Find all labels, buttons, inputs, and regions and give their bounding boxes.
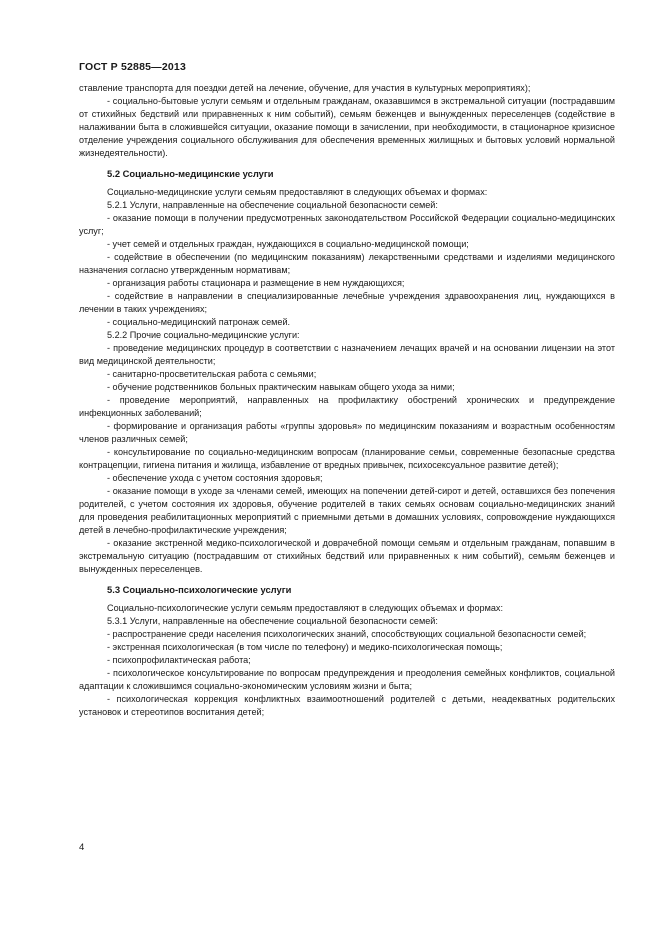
section-heading: 5.2 Социально-медицинские услуги [107, 168, 274, 179]
paragraph: - экстренная психологическая (в том числе по телефону) и медико-психологическая помощь; [107, 642, 503, 652]
paragraph: - психологическая коррекция конфликтных взаимоотношений родителей с детьми, неадекватных родительских установок и стереотипов воспитания детей; [79, 694, 615, 717]
paragraph: - учет семей и отдельных граждан, нуждающихся в социально-медицинской помощи; [107, 239, 469, 249]
paragraph: - санитарно-просветительская работа с семьями; [107, 369, 317, 379]
paragraph: ставление транспорта для поездки детей на лечение, обучение, для участия в культурных мероприятиях); [79, 83, 531, 93]
paragraph: 5.2.2 Прочие социально-медицинские услуги: [107, 330, 300, 340]
section-heading: 5.3 Социально-психологические услуги [107, 584, 292, 595]
paragraph: - психопрофилактическая работа; [107, 655, 251, 665]
paragraph: - оказание помощи в уходе за членами семей, имеющих на попечении детей-сирот и детей, оставшихся без попечения родителей, с учетом состояния их здоровья, обучение родителей в таких семьях основам социально-медицинских знаний для проведения реабилитационных мероприятий с приемными детьми в домашних условиях, сопровождение нуждающихся детей в лечебно-профилактические учреждения; [79, 486, 615, 535]
paragraph: 5.2.1 Услуги, направленные на обеспечение социальной безопасности семей: [107, 200, 438, 210]
document-header: ГОСТ Р 52885—2013 [79, 61, 187, 73]
paragraph: - содействие в обеспечении (по медицинским показаниям) лекарственными средствами и изделиями медицинского назначения согласно утвержденным нормативам; [79, 252, 615, 275]
paragraph: - проведение мероприятий, направленных на профилактику обострений хронических и предупреждение инфекционных заболеваний; [79, 395, 615, 418]
paragraph: 5.3.1 Услуги, направленные на обеспечение социальной безопасности семей: [107, 616, 438, 626]
paragraph: - социально-бытовые услуги семьям и отдельным гражданам, оказавшимся в экстремальной ситуации (пострадавшим от стихийных бедствий или приравненных к ним событий), семьям беженцев и вынужденных переселенцев (содействие в налаживании быта в сложившейся ситуации, оказание помощи в зачислении, при необходимости, в стационарное кризисное отделение учреждения социального обслуживания для обеспечения временных жилищных и бытовых условий нормальной жизнедеятельности). [79, 96, 615, 158]
paragraph: Социально-психологические услуги семьям предоставляют в следующих объемах и формах: [107, 603, 503, 613]
paragraph: - обучение родственников больных практическим навыкам общего ухода за ними; [107, 382, 455, 392]
paragraph: - содействие в направлении в специализированные лечебные учреждения здравоохранения лиц, нуждающихся в лечении в таких учреждениях; [79, 291, 615, 314]
paragraph: - социально-медицинский патронаж семей. [107, 317, 291, 327]
paragraph: - психологическое консультирование по вопросам предупреждения и преодоления семейных конфликтов, социальной адаптации к сложившимся социально-экономическим условиям жизни и быта; [79, 668, 615, 691]
paragraph: - обеспечение ухода с учетом состояния здоровья; [107, 473, 323, 483]
paragraph: - распространение среди населения психологических знаний, способствующих социальной безопасности семей; [107, 629, 587, 639]
paragraph: - организация работы стационара и размещение в нем нуждающихся; [107, 278, 405, 288]
paragraph: - оказание экстренной медико-психологической и доврачебной помощи семьям и отдельным гражданам, попавшим в экстремальную ситуацию (пострадавшим от стихийных бедствий или приравненных к ним событий), семьям беженцев и вынужденных переселенцев. [79, 538, 615, 574]
paragraph: - оказание помощи в получении предусмотренных законодательством Российской Федерации социально-медицинских услуг; [79, 213, 615, 236]
page-number: 4 [79, 842, 85, 853]
paragraph: - консультирование по социально-медицинским вопросам (планирование семьи, современные безопасные средства контрацепции, гигиена питания и жилища, избавление от вредных привычек, психосексуальное развитие детей); [79, 447, 615, 470]
paragraph: - формирование и организация работы «группы здоровья» по медицинским показаниям и возрастным особенностям членов различных семей; [79, 421, 615, 444]
document-body [79, 82, 615, 719]
paragraph: Социально-медицинские услуги семьям предоставляют в следующих объемах и формах: [107, 187, 488, 197]
paragraph: - проведение медицинских процедур в соответствии с назначением лечащих врачей и на основании лицензии на этот вид медицинской деятельности; [79, 343, 615, 366]
